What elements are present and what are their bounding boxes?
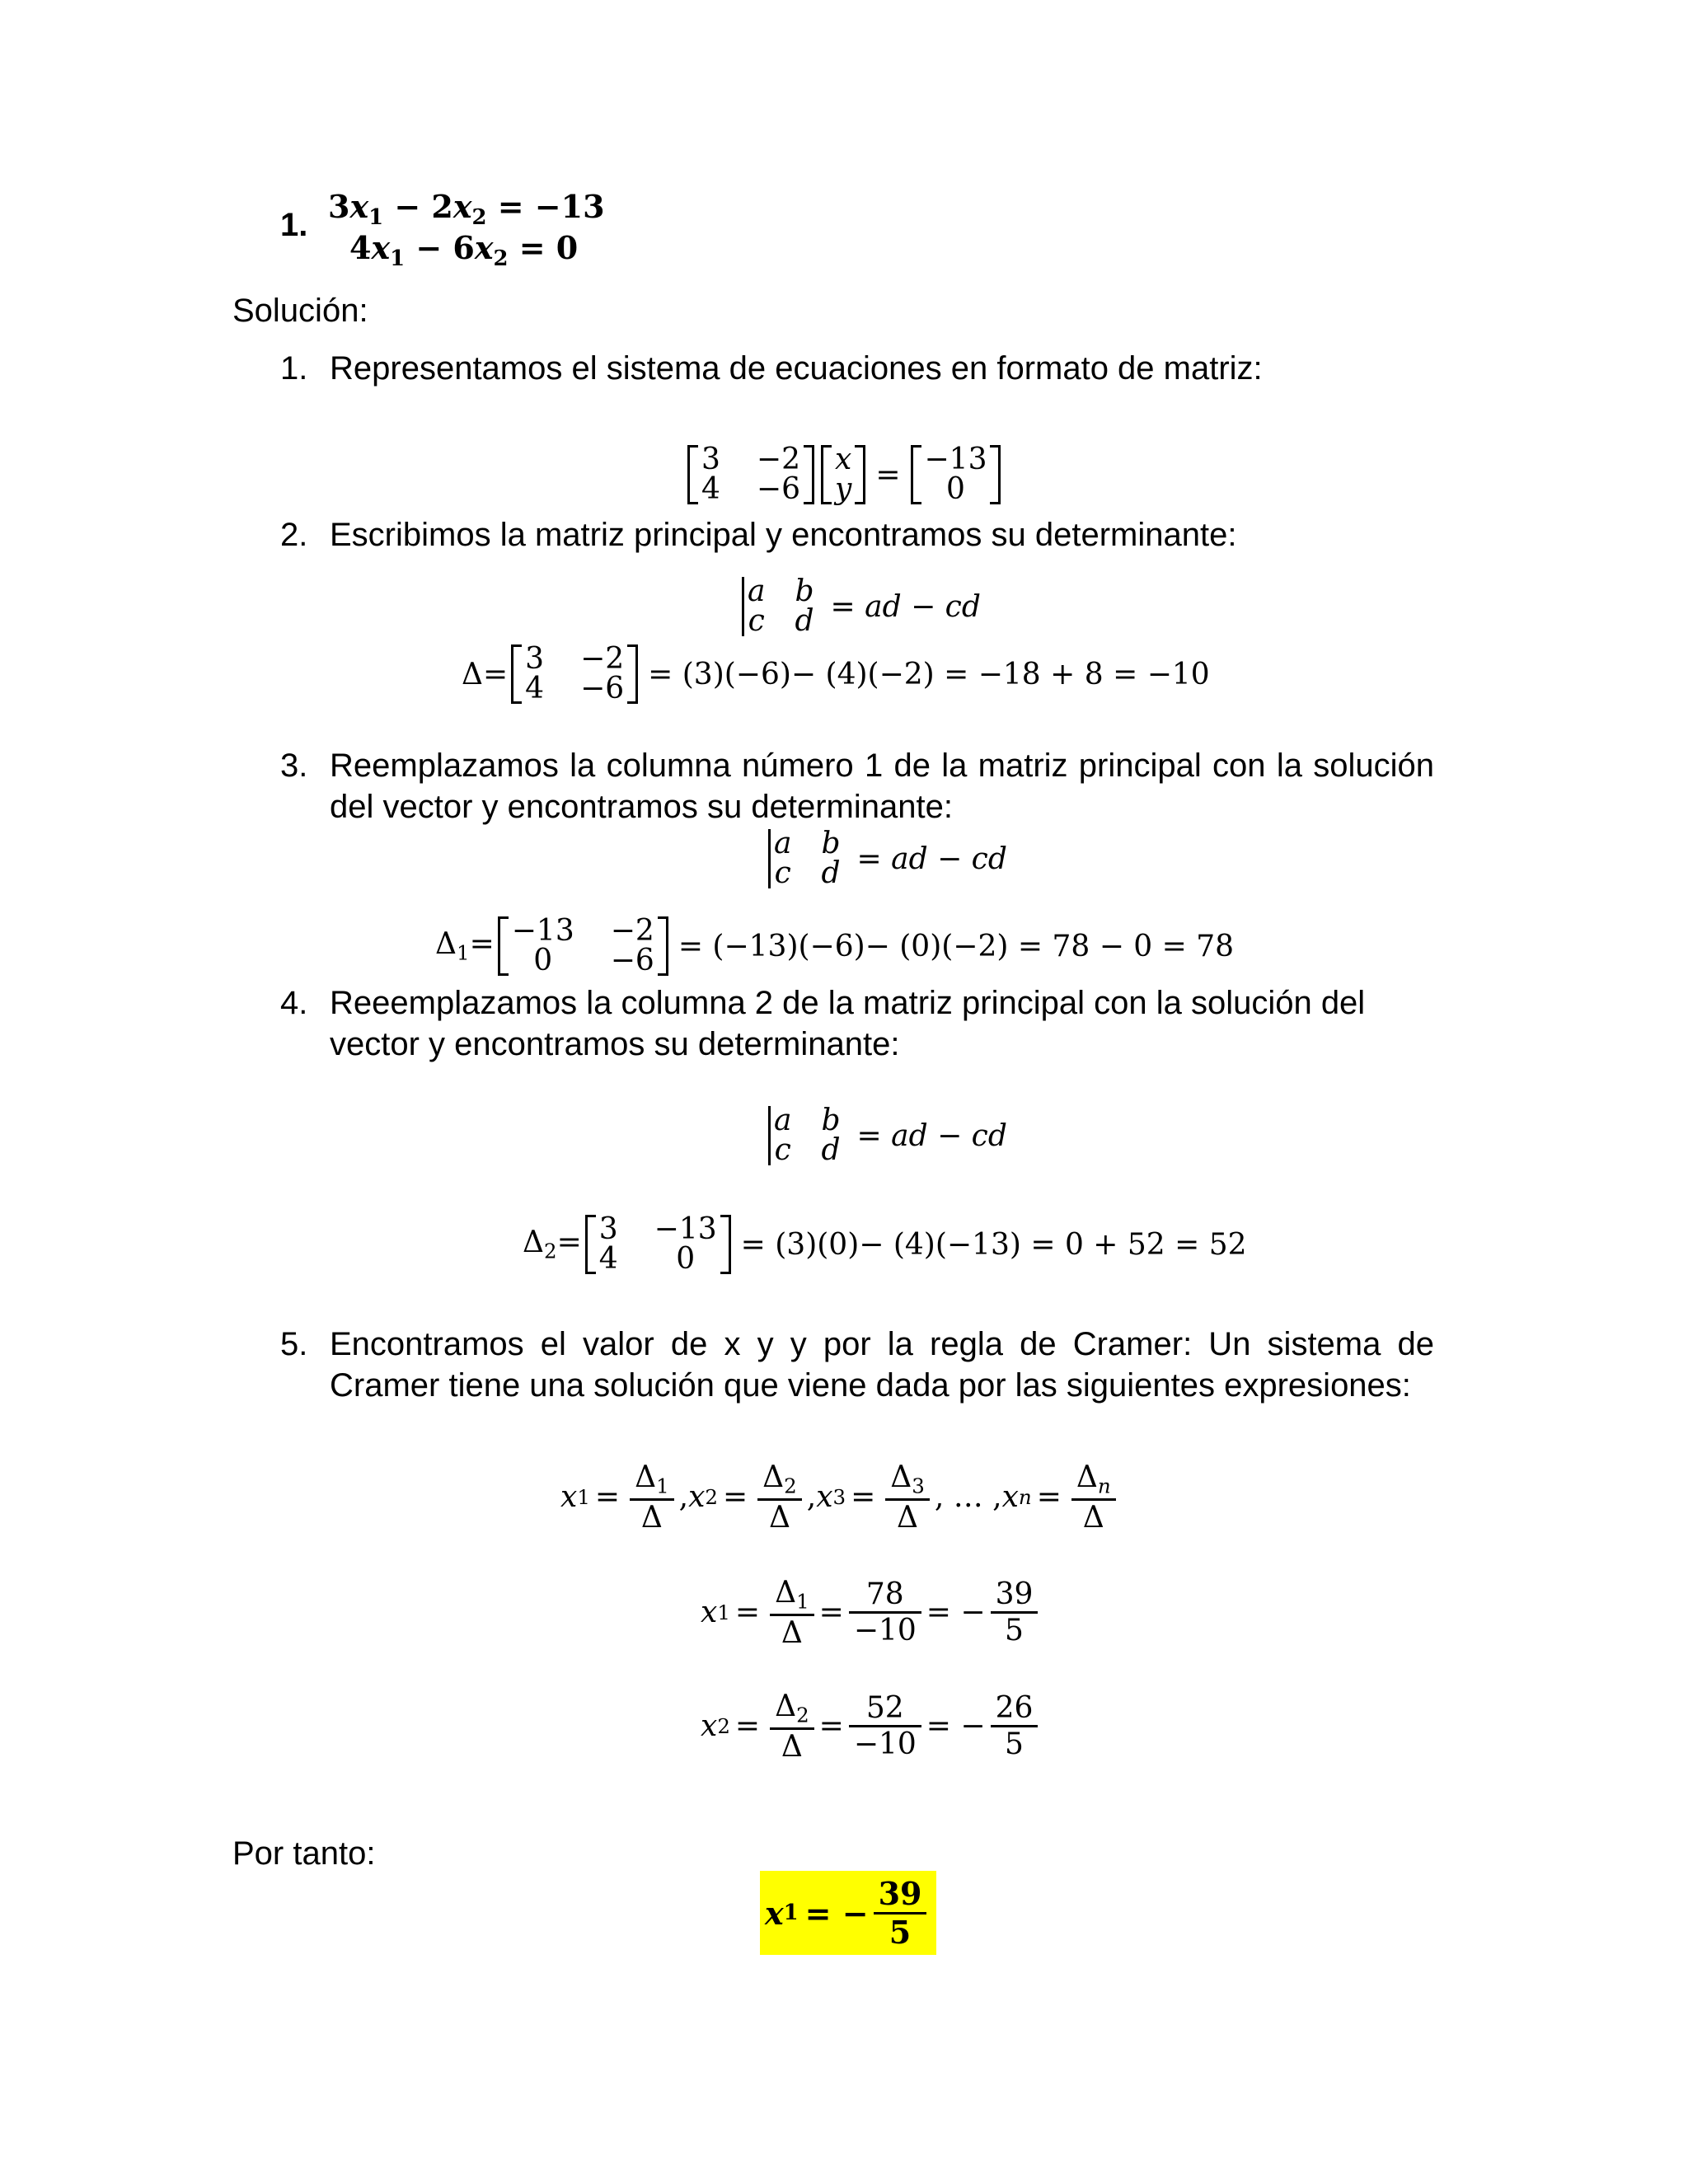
delta-label: Δ= — [462, 657, 509, 691]
cramer-formula: x 1 = $\frac{\Delta_1}{\Delta}$ , x 2 = $\frac{\Delta_2}{\Delta}$ , x 3 = $\frac{\Delta_3}{\Delta}$ , … , x n = $\frac{\Delta_n}{\Delta}$ — [560, 1460, 1121, 1535]
problem-equation-2: $4x_1 - 6x_2 = 0$ — [349, 229, 579, 271]
step-2-number: 2. — [280, 517, 308, 553]
problem-equation-1: $3x_1 - 2x_2 = -13$ — [328, 188, 605, 230]
step-3-number: 3. — [280, 748, 308, 784]
delta2-expression: = (3)(0)− (4)(−13) = 0 + 52 = 52 — [740, 1227, 1247, 1262]
delta-row: Δ= 3 −2 4 −6 = (3)(−6)− (4)(−2) = −18 + 8 = −10 — [462, 642, 1210, 705]
delta2-row: $\Delta_2=$ 3 −13 4 0 = (3)(0)− (4)(−13) = 0 + 52 = 52 — [523, 1212, 1247, 1276]
delta1-row: $\Delta_1=$ −13 −2 0 −6 = (−13)(−6)− (0)(−2) = 78 − 0 = 78 — [435, 914, 1235, 977]
final-result: x 1 = − $\frac{39}{5}$ — [760, 1871, 936, 1955]
delta2-label: $\Delta_2=$ — [523, 1226, 582, 1263]
step-1-text: Representamos el sistema de ecuaciones en formato de matriz: — [330, 350, 1263, 387]
matrix-a: 3 −2 4 −6 — [687, 445, 814, 504]
delta1-label: $\Delta_1=$ — [435, 927, 495, 965]
det-formula-3: a b c d = ad − cd — [765, 1106, 1007, 1165]
vector-b: −13 0 — [911, 445, 1001, 504]
det-formula-2: a b c d = ad − cd — [765, 829, 1007, 888]
step-5-number: 5. — [280, 1326, 308, 1362]
x2-calculation: x 2 = $\frac{\Delta_2}{\Delta}$ = $\frac{52}{-10}$ = − $\frac{26}{5}$ — [701, 1690, 1043, 1764]
step-3-text: Reemplazamos la columna número 1 de la matriz principal con la solución del vector y encontramos su determinante: — [330, 748, 1434, 825]
step-2-text: Escribimos la matriz principal y encontramos su determinante: — [330, 517, 1237, 553]
x1-calculation: x 1 = $\frac{\Delta_1}{\Delta}$ = $\frac{78}{-10}$ = − $\frac{39}{5}$ — [701, 1576, 1043, 1650]
step-5-text: Encontramos el valor de x y y por la regla de Cramer: Un sistema de Cramer tiene una solución que viene dada por las siguientes expresiones: — [330, 1326, 1434, 1404]
step-4-text: Reeemplazamos la columna 2 de la matriz principal con la solución del vector y encontramos su determinante: — [330, 985, 1366, 1062]
step-1-number: 1. — [280, 350, 308, 387]
delta-expression: = (3)(−6)− (4)(−2) = −18 + 8 = −10 — [648, 657, 1210, 691]
det-formula-1: a b c d = ad − cd — [738, 577, 981, 636]
delta1-expression: = (−13)(−6)− (0)(−2) = 78 − 0 = 78 — [678, 929, 1235, 963]
por-tanto-label: Por tanto: — [232, 1835, 376, 1872]
problem-number: 1. — [280, 207, 308, 243]
matrix-equation: 3 −2 4 −6 x y = −13 0 — [684, 445, 1004, 504]
vector-x: x y — [821, 445, 865, 504]
step-4-number: 4. — [280, 985, 308, 1021]
solucion-label: Solución: — [232, 293, 368, 329]
